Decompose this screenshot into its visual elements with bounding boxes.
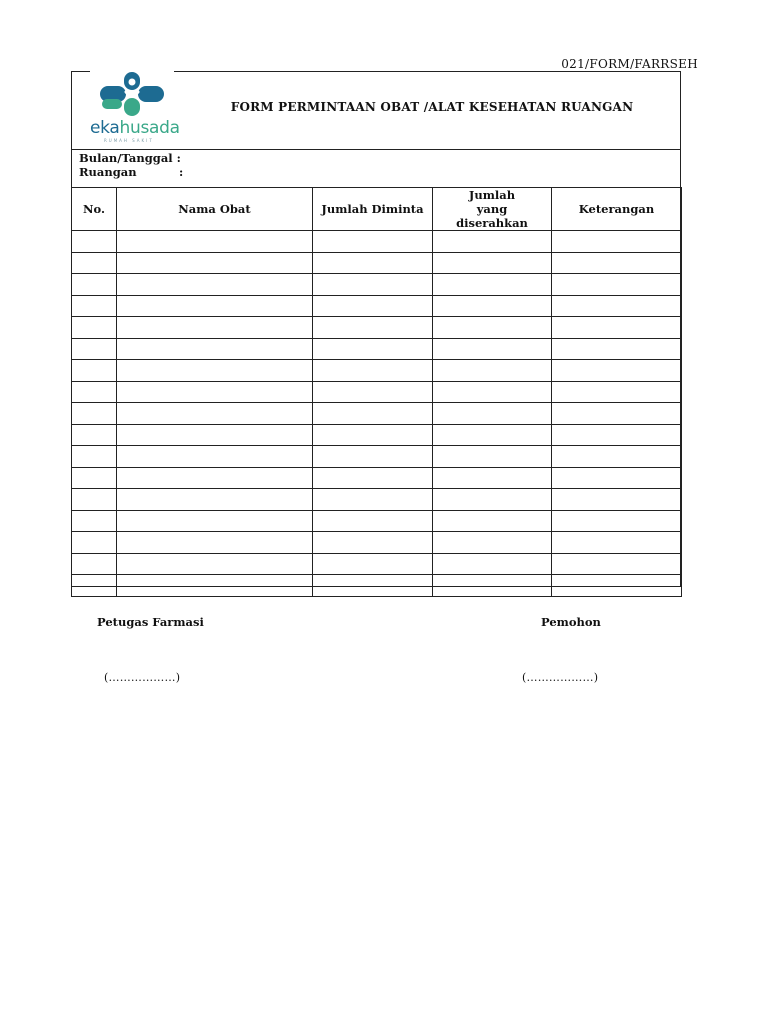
- table-cell[interactable]: [552, 489, 682, 511]
- table-row: [72, 231, 682, 253]
- table-cell[interactable]: [117, 274, 313, 296]
- table-cell[interactable]: [552, 510, 682, 532]
- logo-text-eka: eka: [90, 118, 120, 138]
- table-row: [72, 381, 682, 403]
- table-cell[interactable]: [313, 553, 433, 575]
- table-cell[interactable]: [313, 231, 433, 253]
- table-cell[interactable]: [433, 575, 552, 597]
- table-cell[interactable]: [117, 532, 313, 554]
- table-cell[interactable]: [117, 231, 313, 253]
- table-cell[interactable]: [72, 252, 117, 274]
- table-cell[interactable]: [117, 403, 313, 425]
- table-cell[interactable]: [433, 510, 552, 532]
- table-cell[interactable]: [552, 446, 682, 468]
- table-cell[interactable]: [313, 317, 433, 339]
- table-cell[interactable]: [552, 403, 682, 425]
- table-cell[interactable]: [313, 446, 433, 468]
- table-cell[interactable]: [72, 295, 117, 317]
- table-cell[interactable]: [72, 360, 117, 382]
- signature-label-pemohon: Pemohon: [541, 615, 601, 629]
- table-cell[interactable]: [433, 403, 552, 425]
- room-row: [79, 165, 183, 179]
- table-cell[interactable]: [552, 274, 682, 296]
- form-code: 021/FORM/FARRSEH: [561, 57, 698, 71]
- table-row: [72, 252, 682, 274]
- room-label: Ruangan: [79, 165, 137, 179]
- table-cell[interactable]: [433, 553, 552, 575]
- table-cell[interactable]: [313, 575, 433, 597]
- table-cell[interactable]: [72, 338, 117, 360]
- table-cell[interactable]: [72, 575, 117, 597]
- table-cell[interactable]: [313, 467, 433, 489]
- table-cell[interactable]: [552, 338, 682, 360]
- table-cell[interactable]: [313, 360, 433, 382]
- table-cell[interactable]: [552, 553, 682, 575]
- logo-tagline: RUMAH SAKIT: [104, 138, 154, 143]
- table-cell[interactable]: [552, 231, 682, 253]
- date-row: [79, 151, 183, 165]
- table-cell[interactable]: [313, 489, 433, 511]
- table-cell[interactable]: [72, 274, 117, 296]
- table-row: [72, 575, 682, 597]
- column-header-jumlah-diminta: Jumlah Diminta: [313, 188, 433, 231]
- table-cell[interactable]: [433, 446, 552, 468]
- signature-line-petugas: (………………): [104, 671, 181, 684]
- table-cell[interactable]: [117, 317, 313, 339]
- table-cell[interactable]: [313, 403, 433, 425]
- table-cell[interactable]: [117, 360, 313, 382]
- table-cell[interactable]: [313, 510, 433, 532]
- table-cell[interactable]: [72, 381, 117, 403]
- request-table: [71, 187, 682, 597]
- header-divider: [72, 149, 680, 150]
- table-cell[interactable]: [117, 510, 313, 532]
- table-cell[interactable]: [72, 510, 117, 532]
- logo-text-husada: husada: [119, 118, 180, 138]
- logo-wordmark: [90, 118, 180, 138]
- table-cell[interactable]: [117, 424, 313, 446]
- table-cell[interactable]: [552, 295, 682, 317]
- column-header-keterangan: Keterangan: [552, 188, 682, 231]
- column-header-nama-obat: Nama Obat: [117, 188, 313, 231]
- table-cell[interactable]: [552, 317, 682, 339]
- table-cell[interactable]: [433, 295, 552, 317]
- table-cell[interactable]: [313, 424, 433, 446]
- column-header-no: No.: [72, 188, 117, 231]
- signature-line-pemohon: (………………): [522, 671, 599, 684]
- column-header-jumlah-diserahkan: [433, 188, 552, 231]
- table-header-row: [72, 188, 682, 231]
- table-row: [72, 360, 682, 382]
- table-cell[interactable]: [313, 532, 433, 554]
- table-cell[interactable]: [313, 274, 433, 296]
- table-cell[interactable]: [552, 360, 682, 382]
- table-cell[interactable]: [552, 381, 682, 403]
- table-row: [72, 424, 682, 446]
- table-cell[interactable]: [117, 575, 313, 597]
- table-cell[interactable]: [313, 295, 433, 317]
- table-cell[interactable]: [552, 467, 682, 489]
- hospital-logo: [90, 68, 180, 146]
- table-cell[interactable]: [433, 381, 552, 403]
- date-colon: :: [176, 151, 181, 165]
- table-cell[interactable]: [72, 467, 117, 489]
- table-cell[interactable]: [433, 489, 552, 511]
- form-container: [71, 71, 681, 587]
- table-cell[interactable]: [72, 317, 117, 339]
- table-cell[interactable]: [433, 532, 552, 554]
- room-colon: :: [179, 165, 184, 179]
- table-cell[interactable]: [117, 446, 313, 468]
- table-row: [72, 338, 682, 360]
- table-cell[interactable]: [72, 231, 117, 253]
- table-cell[interactable]: [117, 295, 313, 317]
- signature-label-petugas: Petugas Farmasi: [97, 615, 204, 629]
- table-row: [72, 510, 682, 532]
- table-cell[interactable]: [433, 424, 552, 446]
- table-cell[interactable]: [552, 424, 682, 446]
- table-cell[interactable]: [72, 424, 117, 446]
- table-cell[interactable]: [552, 575, 682, 597]
- table-cell[interactable]: [552, 532, 682, 554]
- table-cell[interactable]: [117, 553, 313, 575]
- table-cell[interactable]: [313, 381, 433, 403]
- table-cell[interactable]: [117, 338, 313, 360]
- table-cell[interactable]: [72, 489, 117, 511]
- table-cell[interactable]: [117, 467, 313, 489]
- table-row: [72, 532, 682, 554]
- table-cell[interactable]: [433, 360, 552, 382]
- table-row: [72, 317, 682, 339]
- table-body: [72, 231, 682, 597]
- table-cell[interactable]: [313, 338, 433, 360]
- logo-cross-icon: [90, 68, 174, 118]
- table-cell[interactable]: [433, 231, 552, 253]
- table-cell[interactable]: [433, 317, 552, 339]
- table-row: [72, 446, 682, 468]
- table-cell[interactable]: [117, 381, 313, 403]
- form-meta: [79, 151, 183, 179]
- table-cell[interactable]: [433, 338, 552, 360]
- table-cell[interactable]: [313, 252, 433, 274]
- table-row: [72, 295, 682, 317]
- table-row: [72, 274, 682, 296]
- table-cell[interactable]: [72, 532, 117, 554]
- table-cell[interactable]: [72, 446, 117, 468]
- table-row: [72, 403, 682, 425]
- table-row: [72, 467, 682, 489]
- table-cell[interactable]: [117, 489, 313, 511]
- table-cell[interactable]: [72, 403, 117, 425]
- date-label: Bulan/Tanggal: [79, 151, 173, 165]
- table-cell[interactable]: [433, 467, 552, 489]
- table-cell[interactable]: [552, 252, 682, 274]
- table-cell[interactable]: [117, 252, 313, 274]
- table-row: [72, 489, 682, 511]
- table-cell[interactable]: [433, 274, 552, 296]
- table-cell[interactable]: [433, 252, 552, 274]
- column-header-jumlah-diserahkan-text: Jumlah yang diserahkan: [456, 188, 528, 230]
- table-row: [72, 553, 682, 575]
- table-cell[interactable]: [72, 553, 117, 575]
- form-title: FORM PERMINTAAN OBAT /ALAT KESEHATAN RUANGAN: [230, 100, 634, 114]
